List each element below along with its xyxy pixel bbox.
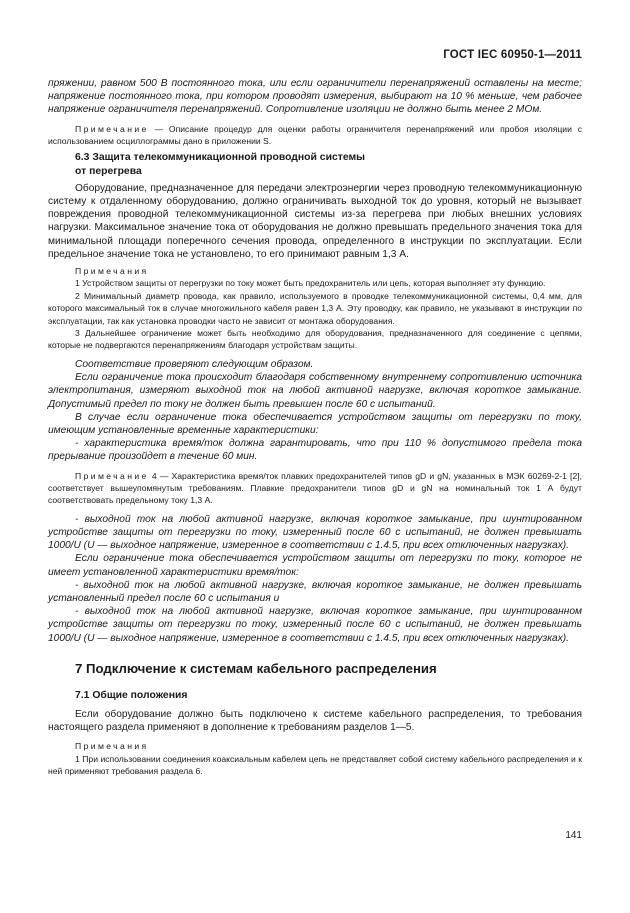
note-label: Примечание: [75, 123, 149, 134]
paragraph-time-current: - характеристика время/ток должна гарантировать, что при 110 % допустимого предела тока прерывание произойдет в течение 60 мин.: [48, 438, 582, 463]
paragraph-shunted-device: - выходной ток на любой активной нагрузке, включая короткое замыкание, при шунтированном устройстве защиты от перегрузки по току, измеренный после 60 с испытаний, не должен превышать 1000/U (U — выходное напряжение, измеренное в соответствии с 1.4.5, при всех отключенных нагрузках).: [48, 513, 582, 552]
paragraph-compliance: Соответствие проверяют следующим образом.: [75, 358, 314, 370]
paragraph-no-characteristic: Если ограничение тока обеспечивается устройством защиты от перегрузки по току, которое не имеет установленной характеристики время/ток:: [48, 553, 582, 578]
note-2-wire-diameter: 2 Минимальный диаметр провода, как правило, используемого в проводке телекоммуникационной системы, 0,4 мм, для которого максимальный ток в случае многожильного кабеля равен 1,3 А. Эту проводку, как правило, не указывают в инструкции по эксплуатации, так как установка проводки часто не зависит от монтажа оборудования.: [48, 290, 582, 326]
note-text: 4 — Характеристика время/ток плавких предохранителей типов gD и gN, указанных в МЭК 60269-2-1 [2], соответствует вышеупомянутым требованиям. Плавкие предохранители типов gD и gN на номинальный ток 1 А будут соответствовать предельному току 1,3 А.: [48, 470, 582, 506]
note-1-protection-device: 1 Устройством защиты от перегрузки по току может быть предохранитель или цепь, которая выполняет эту функцию.: [75, 278, 546, 289]
note-3-further-limit: 3 Дальнейшее ограничение может быть необходимо для оборудования, предназначенного для соединение с цепями, которые не подвергаются перенапряжениям благодаря устройствам защиты.: [48, 328, 582, 351]
paragraph-output-limit: - выходной ток на любой активной нагрузке, включая короткое замыкание, не должен превышать установленный предел после 60 с испытания и: [48, 579, 582, 604]
paragraph-overcurrent-device: В случае если ограничение тока обеспечивается устройством защиты от перегрузки по току, имеющим установленные временные характеристики:: [48, 411, 582, 436]
section-7-heading: 7 Подключение к системам кабельного распределения: [75, 660, 437, 676]
note-text: — Описание процедур для оценки работы ограничителя перенапряжений или пробоя изоляции с использованием осциллограммы дано в приложении S.: [48, 123, 582, 147]
paragraph-shunted-device-2: - выходной ток на любой активной нагрузке, включая короткое замыкание, при шунтированном устройстве защиты от перегрузки по току, измеренный после 60 с испытаний, не должен превышать 1000/U (U — выходное напряжение, измеренное в соответствии с 1.4.5, при всех отключенных нагрузках).: [48, 606, 582, 644]
note-coaxial: 1 При использовании соединения коаксиальным кабелем цепь не представляет собой систему кабельного распределения и к ней применяют требования раздела 6.: [48, 753, 582, 777]
standard-header: ГОСТ IEC 60950-1—2011: [443, 49, 582, 61]
note-label: Примечание: [75, 470, 149, 481]
section-7-1-heading: 7.1 Общие положения: [75, 689, 188, 701]
paragraph-insulation-test: пряжении, равном 500 В постоянного тока, или если ограничители перенапряжений оставлены на месте; напряжение постоянного тока, при котором проводят измерения, выбирают на 10 % меньше, чем рабочее напряжение ограничителя перенапряжений. Сопротивление изоляции не должно быть менее 2 МОм.: [48, 78, 582, 116]
section-6-3-heading-line1: 6.3 Защита телекоммуникационной проводной системы: [75, 152, 366, 164]
page-number: 141: [565, 830, 582, 841]
note-oscillogram: [48, 123, 582, 148]
notes-label-2: Примечания: [75, 741, 149, 752]
paragraph-cable-distribution: Если оборудование должно быть подключено к системе кабельного распределения, то требования настоящего раздела применяют в дополнение к требованиям разделов 1—5.: [48, 708, 582, 734]
section-6-3-heading-line2: от перегрева: [75, 165, 142, 177]
note-4-fuses: [48, 470, 582, 507]
paragraph-internal-resistance: Если ограничение тока происходит благодаря собственному внутреннему сопротивлению источника электропитания, измеряют выходной ток на любой активной нагрузке, включая короткое замыкание. Допустимый предел по току не должен быть превышен после 60 с испытаний.: [48, 372, 582, 410]
notes-label: Примечания: [75, 266, 149, 277]
paragraph-current-limit: Оборудование, предназначенное для передачи электроэнергии через проводную телекоммуникационную систему к отдаленному оборудованию, должно ограничивать выходной ток до уровня, который не вызывает повреждения проводной телекоммуникационной системы из-за перегрева при любых внешних условиях нагрузки. Максимальное значение тока от оборудования не должно превышать предельного значения тока для минимальной площади поперечного сечения провода, определенного в инструкции по эксплуатации. Если предельное значение тока не установлено, то его принимают равным 1,3 А.: [48, 182, 582, 260]
page-content: [48, 77, 582, 778]
